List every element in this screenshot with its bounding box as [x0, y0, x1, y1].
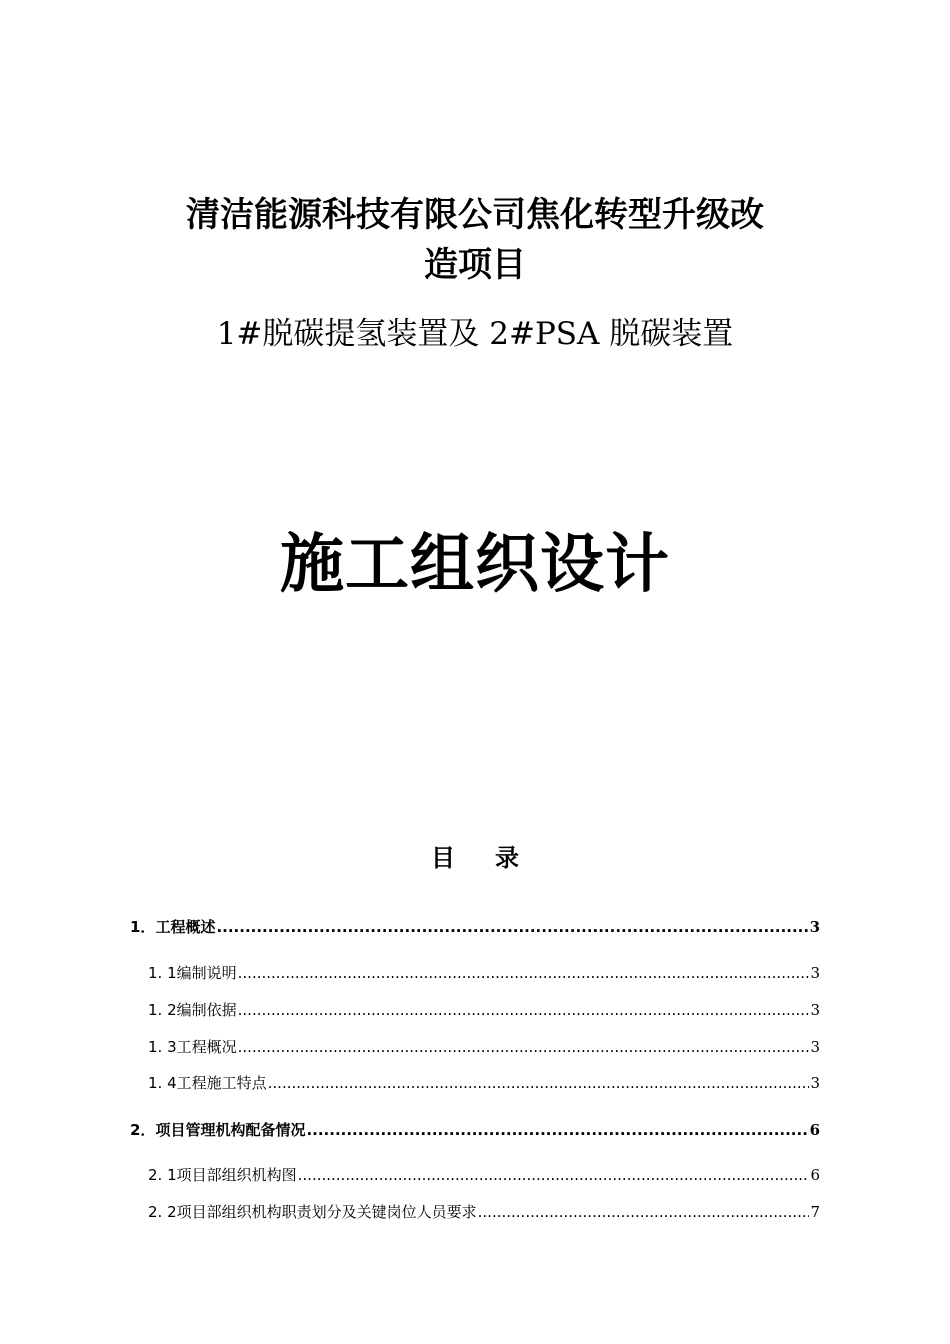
project-title-line-1: 清洁能源科技有限公司焦化转型升级改: [186, 195, 764, 235]
toc-entry[interactable]: [130, 962, 820, 983]
project-title: [100, 190, 850, 290]
toc-heading: [100, 838, 850, 878]
toc-heading-char-1: 目: [431, 844, 455, 872]
toc-entry[interactable]: [130, 1201, 820, 1222]
toc-entry-number: 1. 1: [148, 964, 177, 982]
toc-entry[interactable]: [130, 916, 820, 937]
toc-entry-title: 工程概述: [155, 918, 216, 936]
toc-entry-page: 7: [810, 1203, 820, 1221]
toc-entry-number: 2. 1: [148, 1166, 177, 1184]
toc-entry[interactable]: [130, 1036, 820, 1057]
project-subtitle: 1#脱碳提氢装置及 2#PSA 脱碳装置: [216, 316, 734, 352]
toc-entry-title: 工程施工特点: [176, 1074, 267, 1092]
toc-entry-number: 1. 2: [148, 1001, 177, 1019]
toc-dot-leader: [238, 1038, 810, 1056]
toc-entry[interactable]: [130, 999, 820, 1020]
toc-entry-page: 3: [810, 1038, 820, 1056]
toc-entry-page: 3: [809, 918, 820, 936]
toc-entry[interactable]: [130, 1119, 820, 1140]
toc-dot-leader: [238, 1001, 810, 1019]
toc-entry-title: 项目管理机构配备情况: [155, 1121, 306, 1139]
toc-entry-number: 2．: [130, 1121, 156, 1139]
toc-entry-page: 3: [810, 1001, 820, 1019]
toc-entry-title: 编制说明: [176, 964, 237, 982]
toc-entry-number: 2. 2: [148, 1203, 177, 1221]
toc-heading-char-2: 录: [495, 844, 519, 872]
toc-entry-title: 项目部组织机构图: [176, 1166, 297, 1184]
project-title-line-2: 造项目: [424, 245, 526, 285]
toc-entry[interactable]: [130, 1072, 820, 1093]
toc-dot-leader: [306, 1121, 808, 1139]
toc-entry-page: 6: [809, 1121, 820, 1139]
toc-entry-title: 编制依据: [176, 1001, 237, 1019]
toc-entry-number: 1. 4: [148, 1074, 177, 1092]
toc-entry[interactable]: [130, 1164, 820, 1185]
toc-entry-page: 6: [810, 1166, 820, 1184]
document-title: 施工组织设计: [280, 528, 670, 602]
toc-entry-page: 3: [810, 1074, 820, 1092]
toc-entry-page: 3: [810, 964, 820, 982]
toc-dot-leader: [298, 1166, 810, 1184]
toc-entry-title: 项目部组织机构职责划分及关键岗位人员要求: [176, 1203, 477, 1221]
toc-dot-leader: [268, 1074, 810, 1092]
toc-dot-leader: [478, 1203, 810, 1221]
toc-entry-number: 1. 3: [148, 1038, 177, 1056]
toc-dot-leader: [238, 964, 810, 982]
toc-dot-leader: [216, 918, 808, 936]
toc-entry-number: 1．: [130, 918, 156, 936]
toc-entry-title: 工程概况: [176, 1038, 237, 1056]
